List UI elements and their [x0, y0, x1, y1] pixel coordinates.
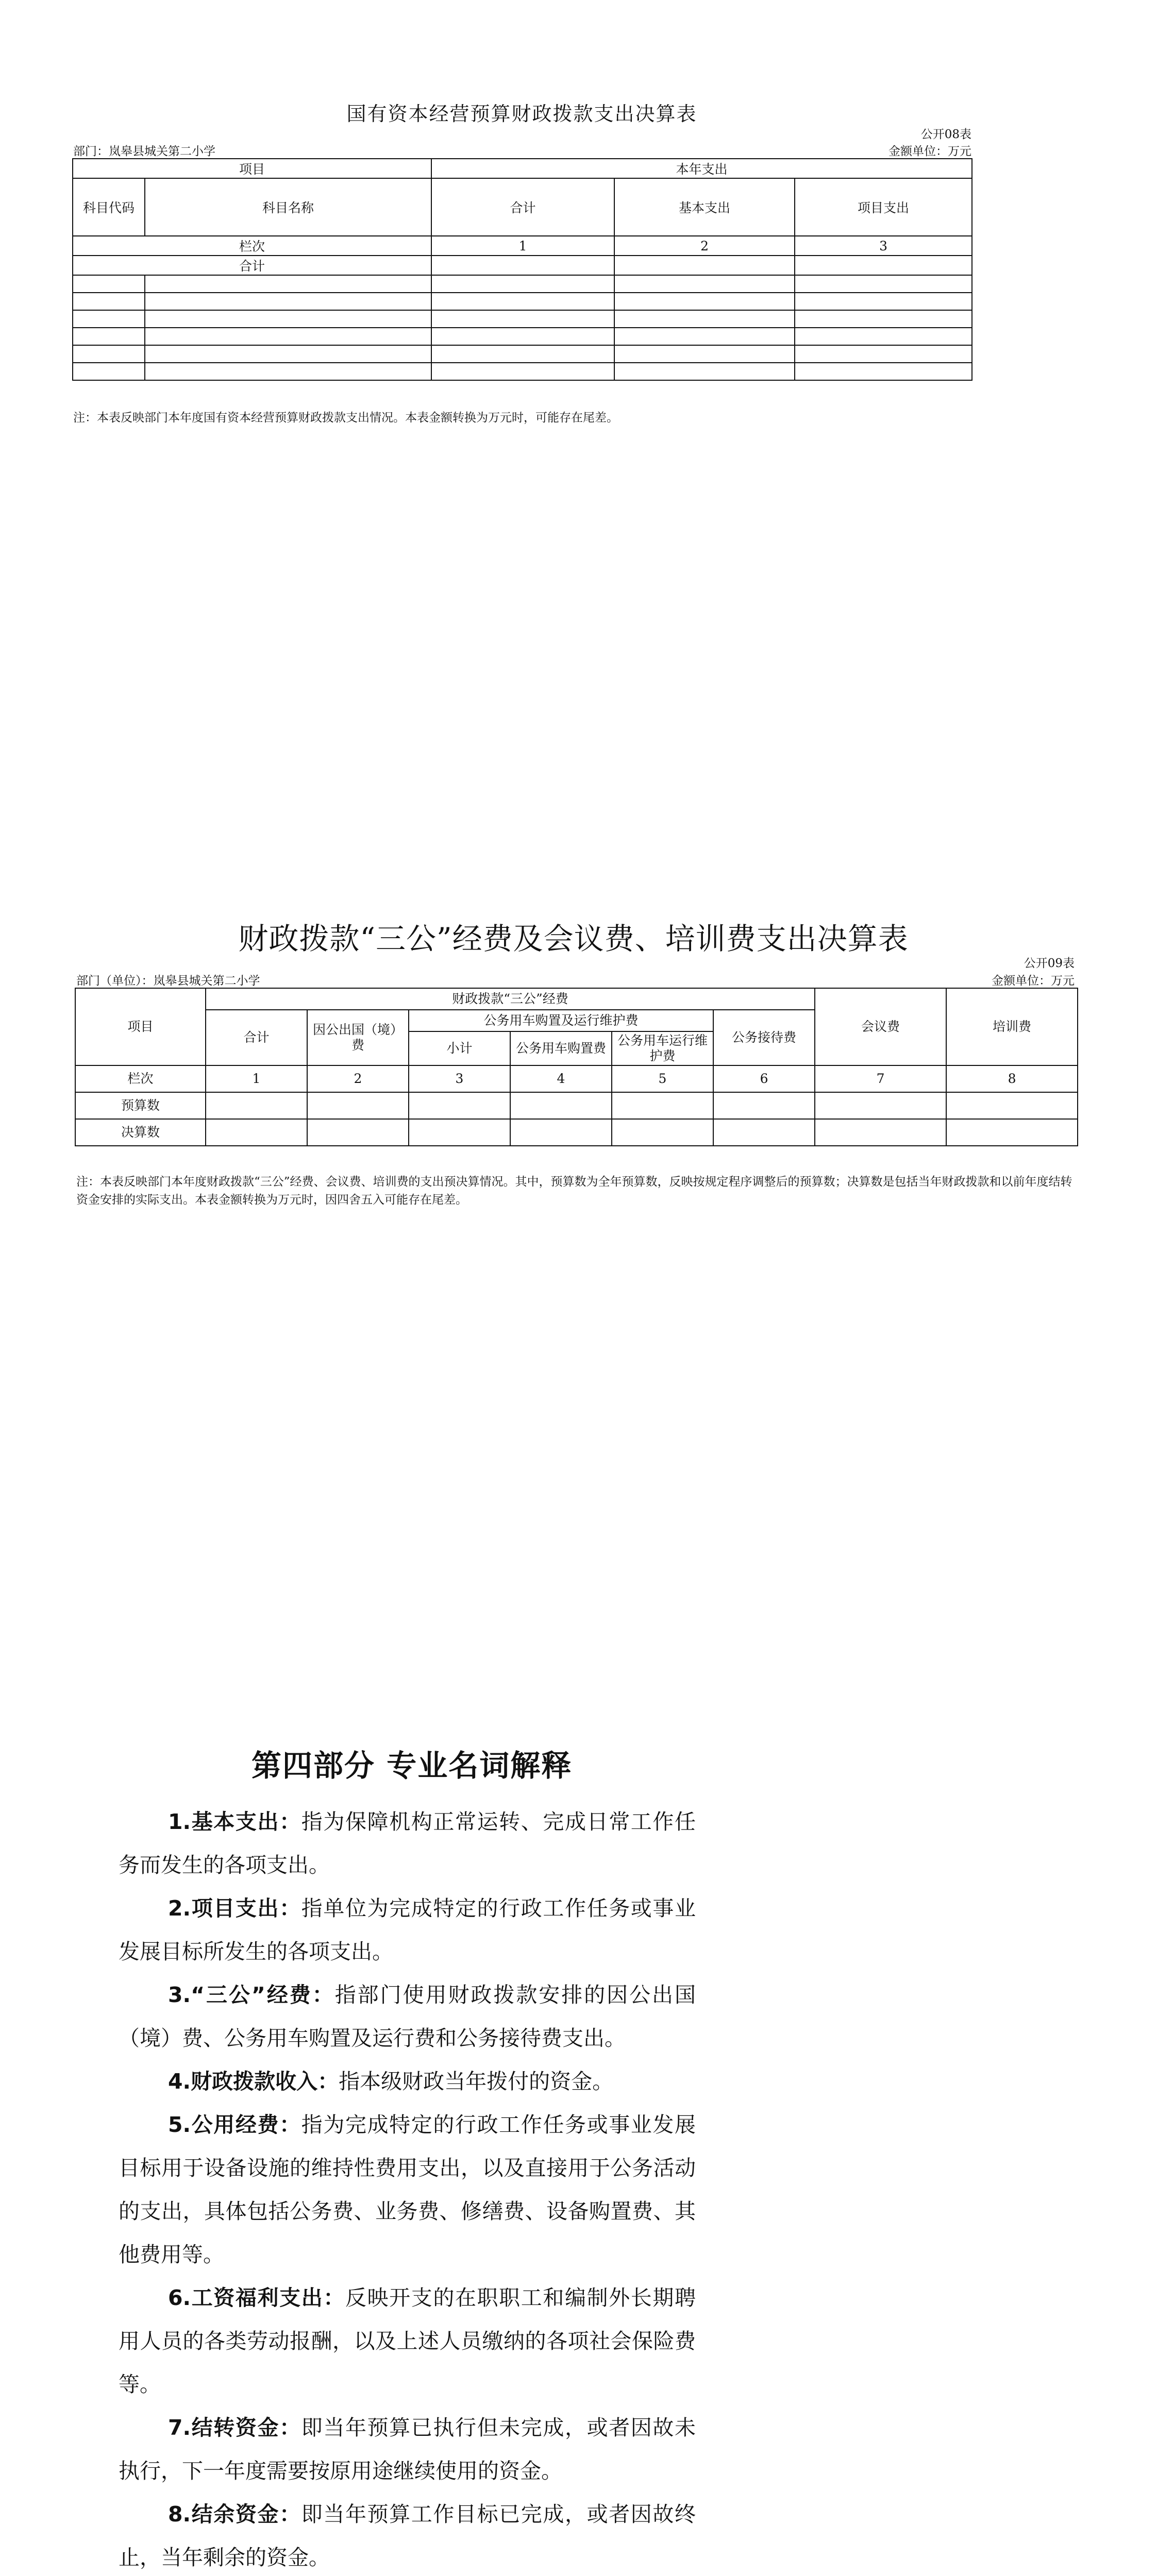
t1-seq: 3: [795, 236, 972, 256]
t1-cell: [614, 310, 795, 328]
table2-code: 公开09表: [1024, 957, 1075, 970]
t1-cell: [795, 310, 972, 328]
t2-header-sangong: 财政拨款“三公”经费: [206, 988, 815, 1010]
t2-cell: [612, 1119, 713, 1146]
t2-cell: [713, 1092, 815, 1119]
glossary-term: 8.结余资金：: [168, 2502, 301, 2527]
t1-sum-label: 合计: [73, 256, 431, 275]
glossary-term: 2.项目支出：: [168, 1896, 301, 1921]
glossary-text: 反映开支的在职职工和编制外长期聘用人员的各类劳动报酬，以及上述人员缴纳的各项社会保险费等。: [119, 2285, 696, 2397]
table2-title: 财政拨款“三公”经费及会议费、培训费支出决算表: [238, 921, 909, 956]
glossary-term: 5.公用经费：: [168, 2112, 301, 2137]
glossary-text: 指为保障机构正常运转、完成日常工作任务而发生的各项支出。: [119, 1809, 696, 1877]
glossary-item: [119, 1973, 696, 2060]
t1-header-project-exp: 项目支出: [795, 178, 972, 236]
glossary-text: 指单位为完成特定的行政工作任务或事业发展目标所发生的各项支出。: [119, 1896, 696, 1964]
table1: [72, 158, 972, 381]
glossary-term: 6.工资福利支出：: [168, 2285, 345, 2310]
table-row: [75, 1092, 1078, 1119]
t2-seq: 6: [713, 1065, 815, 1092]
t1-cell: [431, 293, 614, 310]
t2-cell: [815, 1119, 946, 1146]
t1-cell: [145, 293, 431, 310]
table-row: [73, 310, 972, 328]
t1-cell: [431, 345, 614, 363]
t1-cell: [795, 328, 972, 345]
t2-seq: 3: [409, 1065, 510, 1092]
t1-cell: [73, 363, 145, 380]
table1-note: 注：本表反映部门本年度国有资本经营预算财政拨款支出情况。本表金额转换为万元时，可能存在尾差。: [73, 411, 618, 425]
t2-cell: [946, 1119, 1078, 1146]
t1-cell: [614, 363, 795, 380]
t1-seq: 1: [431, 236, 614, 256]
glossary-item: [119, 2103, 696, 2276]
table1-title: 国有资本经营预算财政拨款支出决算表: [346, 103, 697, 125]
t2-header-car-group: 公务用车购置及运行维护费: [409, 1010, 713, 1031]
glossary-list: [119, 1800, 696, 2576]
glossary-term: 7.结转资金：: [168, 2415, 301, 2440]
t2-header-meeting: 会议费: [815, 988, 946, 1065]
t1-cell: [614, 345, 795, 363]
part4-title: 第四部分 专业名词解释: [251, 1748, 573, 1783]
t2-cell: [815, 1092, 946, 1119]
table2-note: 注：本表反映部门本年度财政拨款“三公”经费、会议费、培训费的支出预决算情况。其中，预算数为全年预算数，反映按规定程序调整后的预算数；决算数是包括当年财政拨款和以前年度结转资金安排的实际支出。本表金额转换为万元时，因四舍五入可能存在尾差。: [76, 1175, 1072, 1207]
glossary-text: 指本级财政当年拨付的资金。: [339, 2069, 614, 2094]
t1-header-current-year: 本年支出: [431, 159, 972, 178]
glossary-item: [119, 2276, 696, 2406]
t1-cell: [145, 275, 431, 293]
t1-cell: [431, 363, 614, 380]
table-row: [75, 1119, 1078, 1146]
t1-cell: [145, 310, 431, 328]
t2-header-abroad: 因公出国（境）费: [307, 1010, 409, 1065]
table2-dept: 部门（单位）：岚皋县城关第二小学: [76, 974, 260, 988]
table1-dept: 部门：岚皋县城关第二小学: [73, 145, 215, 158]
t2-budget-label: 预算数: [75, 1092, 206, 1119]
t2-final-label: 决算数: [75, 1119, 206, 1146]
t2-cell: [612, 1092, 713, 1119]
t2-seq: 1: [206, 1065, 307, 1092]
t2-seq: 4: [510, 1065, 612, 1092]
t2-seq: 5: [612, 1065, 713, 1092]
table-row: [73, 275, 972, 293]
t2-seq: 8: [946, 1065, 1078, 1092]
glossary-item: [119, 2406, 696, 2493]
t2-cell: [946, 1092, 1078, 1119]
t1-seq: 2: [614, 236, 795, 256]
t2-header-training: 培训费: [946, 988, 1078, 1065]
table-row: [73, 293, 972, 310]
t2-cell: [206, 1119, 307, 1146]
t1-cell: [795, 363, 972, 380]
glossary-text: 即当年预算已执行但未完成，或者因故未执行，下一年度需要按原用途继续使用的资金。: [119, 2415, 696, 2483]
glossary-term: 4.财政拨款收入：: [168, 2069, 339, 2094]
t1-cell: [795, 293, 972, 310]
t2-header-car-run: 公务用车运行维护费: [612, 1031, 713, 1065]
t1-cell: [145, 345, 431, 363]
t2-header-reception: 公务接待费: [713, 1010, 815, 1065]
t1-header-project: 项目: [73, 159, 431, 178]
t2-cell: [409, 1119, 510, 1146]
t1-cell: [614, 293, 795, 310]
t2-cell: [713, 1119, 815, 1146]
t1-header-total: 合计: [431, 178, 614, 236]
t1-cell: [431, 310, 614, 328]
t2-header-subtotal: 小计: [409, 1031, 510, 1065]
t1-cell: [614, 256, 795, 275]
t2-seq: 2: [307, 1065, 409, 1092]
t1-seq-label: 栏次: [73, 236, 431, 256]
t1-cell: [614, 275, 795, 293]
t2-cell: [510, 1092, 612, 1119]
t1-cell: [795, 256, 972, 275]
t2-header-car-buy: 公务用车购置费: [510, 1031, 612, 1065]
t1-cell: [145, 363, 431, 380]
t2-cell: [307, 1092, 409, 1119]
t1-header-subject-name: 科目名称: [145, 178, 431, 236]
table2: [75, 988, 1078, 1146]
t2-cell: [307, 1119, 409, 1146]
table2-unit: 金额单位：万元: [992, 974, 1075, 988]
table-row: [73, 363, 972, 380]
t2-cell: [206, 1092, 307, 1119]
t2-seq: 7: [815, 1065, 946, 1092]
t2-cell: [409, 1092, 510, 1119]
glossary-item: [119, 1800, 696, 1887]
glossary-text: 指为完成特定的行政工作任务或事业发展目标用于设备设施的维持性费用支出，以及直接用于公务活动的支出，具体包括公务费、业务费、修缮费、设备购置费、其他费用等。: [119, 2112, 696, 2267]
t1-header-basic: 基本支出: [614, 178, 795, 236]
t2-cell: [510, 1119, 612, 1146]
t1-header-subject-code: 科目代码: [73, 178, 145, 236]
t1-cell: [431, 256, 614, 275]
t2-header-project: 项目: [75, 988, 206, 1065]
glossary-term: 1.基本支出：: [168, 1809, 301, 1834]
t1-cell: [73, 275, 145, 293]
table-row: [73, 345, 972, 363]
t1-cell: [73, 345, 145, 363]
glossary-text: 指部门使用财政拨款安排的因公出国（境）费、公务用车购置及运行费和公务接待费支出。: [119, 1982, 696, 2050]
table1-code: 公开08表: [920, 128, 971, 141]
t1-cell: [431, 275, 614, 293]
glossary-term: 3.“三公”经费：: [168, 1982, 335, 2007]
table1-unit: 金额单位：万元: [888, 145, 971, 158]
t1-cell: [795, 345, 972, 363]
t1-cell: [145, 328, 431, 345]
t1-cell: [73, 293, 145, 310]
glossary-item: [119, 2060, 696, 2103]
t1-cell: [73, 310, 145, 328]
glossary-item: [119, 1887, 696, 1973]
table-row: [73, 328, 972, 345]
t2-seq-label: 栏次: [75, 1065, 206, 1092]
t2-header-total: 合计: [206, 1010, 307, 1065]
glossary-text: 即当年预算工作目标已完成，或者因故终止，当年剩余的资金。: [119, 2502, 696, 2570]
t1-cell: [73, 328, 145, 345]
t1-cell: [431, 328, 614, 345]
t1-cell: [795, 275, 972, 293]
glossary-item: [119, 2493, 696, 2576]
t1-cell: [614, 328, 795, 345]
